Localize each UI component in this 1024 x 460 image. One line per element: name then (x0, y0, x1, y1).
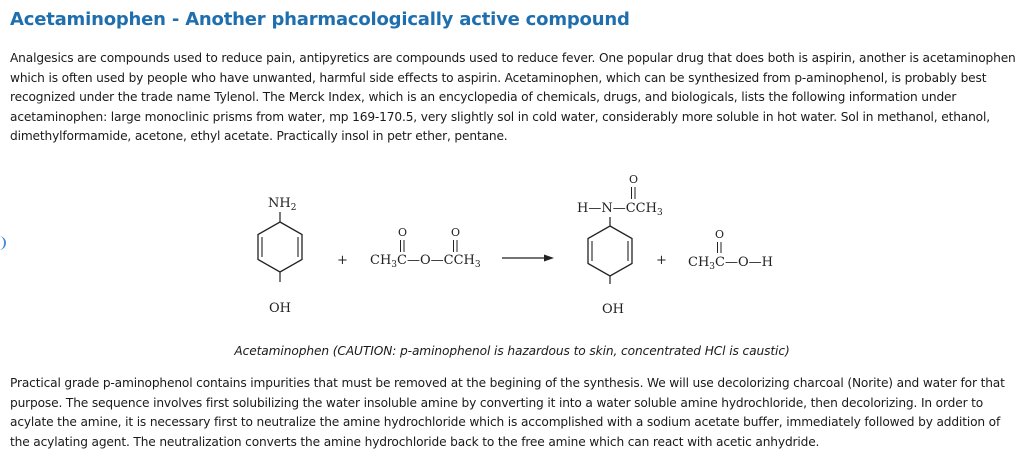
hydroxyl-group-label-1: OH (269, 301, 291, 316)
plus-sign-2: + (656, 253, 667, 268)
carbonyl-oxygen-1: O (398, 226, 408, 239)
acetic-acid-formula: $CH_3C—O—H$ (688, 255, 773, 272)
reaction-arrow (502, 255, 554, 262)
amine-group-label: $NH_2$ (268, 196, 297, 213)
plus-sign-1: + (337, 253, 348, 268)
p-aminophenol-structure (258, 196, 302, 316)
intro-paragraph: Analgesics are compounds used to reduce pain, antipyretics are compounds used to reduce fever. One popular drug that does both is aspirin, another is acetaminophen which is often used by people who have unwanted, harmful side effects to aspirin. Acetaminophen, which can be synthesized from p-aminophenol, is probably best recognized under the trade name Tylenol. The Merck Index, which is an encyclopedia of chemicals, drugs, and biologicals, lists the following information under acetaminophen: large monoclinic prisms from water, mp 169-170.5, very slightly sol in cold water, considerably more soluble in hot water. Sol in methanol, ethanol, dimethylformamide, acetone, ethyl acetate. Practically insol in petr ether, pentane. (10, 51, 1016, 144)
acetic-acid-structure (688, 228, 773, 272)
benzene-ring-1 (258, 222, 302, 272)
acetaminophen-structure (577, 173, 663, 317)
carbonyl-oxygen-4: O (715, 228, 725, 241)
anhydride-formula: $CH_3C—O—CCH_3$ (370, 253, 481, 270)
carbonyl-oxygen-2: O (451, 226, 461, 239)
hydroxyl-group-label-2: OH (602, 302, 624, 317)
reaction-scheme (0, 160, 1024, 330)
benzene-ring-2 (588, 226, 632, 276)
page-title: Acetaminophen - Another pharmacologically active compound (10, 9, 630, 30)
figure-caption: Acetaminophen (CAUTION: p-aminophenol is hazardous to skin, concentrated HCl is caustic) (234, 344, 790, 358)
carbonyl-oxygen-3: O (629, 173, 639, 186)
acetic-anhydride-structure (370, 226, 481, 270)
amide-group-label: $H—N—CCH_3$ (577, 201, 663, 218)
procedure-paragraph: Practical grade p-aminophenol contains impurities that must be removed at the begining of the synthesis. We will use decolorizing charcoal (Norite) and water for that purpose. The sequence involves first solubilizing the water insoluble amine by converting it into a water soluble amine hydrochloride, then decolorizing. In order to acylate the amine, it is necessary first to neutralize the amine hydrochloride which is accomplished with a sodium acetate buffer, immediately followed by addition of the acylating agent. The neutralization converts the amine hydrochloride back to the free amine which can react with acetic anhydride. (10, 376, 1005, 449)
